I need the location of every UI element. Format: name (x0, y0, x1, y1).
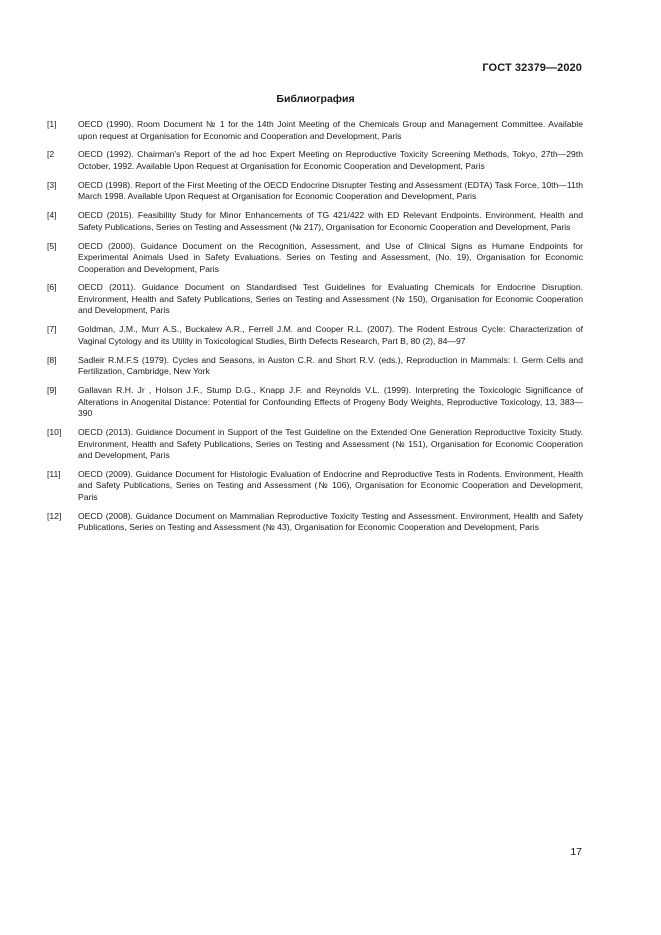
entry-text: OECD (2008). Guidance Document on Mammalian Reproductive Toxicity Testing and Assessment. Environment, Health and Safety Publications, Series on Testing and Assessment (№ 43), Organisation for Economic Cooperation and Development, Paris (78, 510, 583, 533)
bibliography-entry (47, 282, 583, 317)
entry-number: [3] (47, 179, 57, 190)
entry-text: OECD (1992). Chairman’s Report of the ad hoc Expert Meeting on Reproductive Toxicity Screening Methods, Tokyo, 27th—29th October, 1992. Available Upon Request at Organisation for Economic Cooperation and Development, Paris (78, 149, 583, 171)
entry-number: [5] (47, 240, 57, 251)
entry-number: [2 (47, 149, 55, 160)
page-title: Библиография (276, 93, 355, 105)
bibliography-entry (47, 469, 583, 504)
entry-number: [1] (47, 119, 57, 129)
entry-number: [4] (47, 210, 57, 221)
bibliography-entry (47, 119, 583, 142)
bibliography-entry (47, 149, 583, 172)
bibliography-entry (47, 210, 583, 233)
entry-text: OECD (2009). Guidance Document for Histologic Evaluation of Endocrine and Reproductive Tests in Rodents. Environment, Health and Safety Publications, Series on Testing and Assessment (№ 106), Organisation for Economic Cooperation and Development, Paris (78, 468, 583, 502)
entry-text: Gallavan R.H. Jr , Holson J.F., Stump D.G., Knapp J.F. and Reynolds V.L. (1999). Interpreting the Toxicologic Significance of Alterations in Anogenital Distance: Potential for Confounding Effects of Progeny Body Weights, Reproductive Toxicology, 13, 383—390 (78, 385, 583, 419)
entry-number: [8] (47, 354, 57, 365)
entry-text: Sadleir R.M.F.S (1979). Cycles and Seasons, in Auston C.R. and Short R.V. (eds.), Reproduction in Mammals: I. Germ Cells and Fertilization, Cambridge, New York (78, 354, 583, 377)
entry-text: OECD (2000). Guidance Document on the Recognition, Assessment, and Use of Clinical Signs as Humane Endpoints for Experimental Animals Used in Safety Evaluations. Series on Testing and Assessment, (No. 19), Organisation for Economic Cooperation and Development, Paris (78, 240, 583, 274)
bibliography-entry (47, 511, 583, 534)
bibliography-entry (47, 385, 583, 420)
document-code: ГОСТ 32379—2020 (482, 62, 582, 74)
bibliography-entry (47, 324, 583, 347)
entry-number: [11] (47, 468, 61, 479)
page-number: 17 (570, 846, 582, 858)
entry-number: [9] (47, 385, 57, 396)
entry-number: [6] (47, 282, 57, 293)
entry-number: [7] (47, 324, 57, 335)
entry-number: [10] (47, 427, 62, 438)
entry-number: [12] (47, 510, 62, 521)
entry-text: OECD (2013). Guidance Document in Support of the Test Guideline on the Extended One Generation Reproductive Toxicity Study. Environment, Health and Safety Publications, Series on Testing and Assessment (№ 151), Organisation for Economic Cooperation and Development, Paris (78, 427, 583, 461)
entry-text: OECD (1990). Room Document № 1 for the 14th Joint Meeting of the Chemicals Group and Management Committee. Available upon request at Organisation for Economic and Cooperation and Development, Paris (78, 119, 583, 141)
entry-text: Goldman, J.M., Murr A.S., Buckalew A.R., Ferrell J.M. and Cooper R.L. (2007). The Rodent Estrous Cycle: Characterization of Vaginal Cytology and its Utility in Toxicological Studies, Birth Defects Research, Part B, 80 (2), 84—97 (78, 324, 583, 346)
entry-text: OECD (1998). Report of the First Meeting of the OECD Endocrine Disrupter Testing and Assessment (EDTA) Task Force, 10th—11th March 1998. Available Upon Request at Organisation for Economic Cooperation and Development, Paris (78, 179, 583, 202)
entry-text: OECD (2015). Feasibility Study for Minor Enhancements of TG 421/422 with ED Relevant Endpoints. Environment, Health and Safety Publications, Series on Testing and Assessment (№ 217), Organisation for Economic Cooperation and Development, Paris (78, 210, 583, 232)
bibliography-entry (47, 355, 583, 378)
bibliography-entry (47, 241, 583, 276)
entry-text: OECD (2011). Guidance Document on Standardised Test Guidelines for Evaluating Chemicals for Endocrine Disruption. Environment, Health and Safety Publications, Series on Testing and Assessment (№ 150), Organisation for Economic Cooperation and Development, Paris (78, 282, 583, 316)
bibliography-entry (47, 180, 583, 203)
bibliography-list (47, 119, 583, 541)
bibliography-entry (47, 427, 583, 462)
